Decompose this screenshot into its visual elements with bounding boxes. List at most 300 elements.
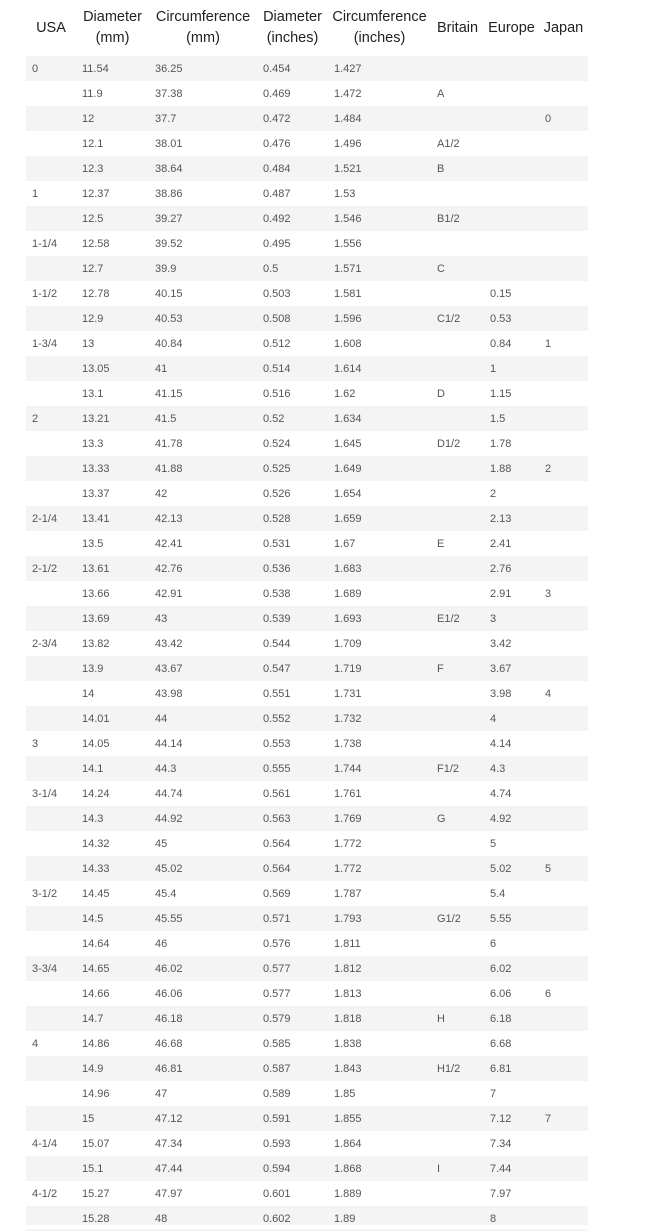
column-header xyxy=(431,0,484,56)
table-cell: 2-1/2 xyxy=(32,562,58,575)
table-cell: G1/2 xyxy=(437,912,461,925)
table-cell: 47 xyxy=(155,1087,168,1100)
table-cell: 0.544 xyxy=(263,637,291,650)
table-cell: 1.812 xyxy=(334,962,362,975)
table-cell: 46 xyxy=(155,937,168,950)
table-cell xyxy=(539,731,588,756)
table-cell: 0.551 xyxy=(263,687,291,700)
table-cell xyxy=(431,831,484,856)
table-cell xyxy=(539,1181,588,1206)
table-cell: 45.4 xyxy=(155,887,177,900)
table-cell: 1.772 xyxy=(334,837,362,850)
table-cell: 4.92 xyxy=(490,812,512,825)
table-cell: F1/2 xyxy=(437,762,460,775)
table-cell xyxy=(484,206,539,231)
table-cell: 1.659 xyxy=(334,512,362,525)
table-cell: 1.761 xyxy=(334,787,362,800)
table-cell: 1.5 xyxy=(490,412,506,425)
table-cell: 13.33 xyxy=(82,462,110,475)
table-cell: 12.1 xyxy=(82,137,104,150)
table-cell: 1.521 xyxy=(334,162,362,175)
table-cell xyxy=(539,806,588,831)
table-cell: 39.9 xyxy=(155,262,177,275)
table-cell xyxy=(539,131,588,156)
table-cell: 41.78 xyxy=(155,437,183,450)
table-cell: 6.02 xyxy=(490,962,512,975)
table-cell: 14.86 xyxy=(82,1037,110,1050)
table-cell xyxy=(26,481,76,506)
table-row xyxy=(26,606,588,631)
table-row xyxy=(26,631,588,656)
table-cell: 46.68 xyxy=(155,1037,183,1050)
table-cell: 5.55 xyxy=(490,912,512,925)
table-cell xyxy=(431,1081,484,1106)
column-header-line: Diameter xyxy=(263,9,322,25)
table-cell: 13.82 xyxy=(82,637,110,650)
table-row xyxy=(26,181,588,206)
table-cell xyxy=(26,1006,76,1031)
table-cell xyxy=(26,456,76,481)
table-cell xyxy=(26,906,76,931)
table-cell: 41.15 xyxy=(155,387,183,400)
table-cell: C1/2 xyxy=(437,312,461,325)
table-cell: 43.98 xyxy=(155,687,183,700)
table-cell: 0.564 xyxy=(263,837,291,850)
table-row xyxy=(26,81,588,106)
table-cell: 0.487 xyxy=(263,187,291,200)
table-cell xyxy=(431,556,484,581)
table-cell: 38.86 xyxy=(155,187,183,200)
table-cell xyxy=(539,231,588,256)
ring-size-conversion-table xyxy=(26,0,588,1231)
table-cell xyxy=(26,356,76,381)
table-row xyxy=(26,331,588,356)
table-cell: 1.811 xyxy=(334,937,361,950)
table-cell: 1.787 xyxy=(334,887,362,900)
table-cell: 1.484 xyxy=(334,112,362,125)
table-cell: 0.531 xyxy=(263,537,291,550)
table-row xyxy=(26,1031,588,1056)
table-cell xyxy=(431,956,484,981)
table-cell: 14.24 xyxy=(82,787,110,800)
table-cell: 41.88 xyxy=(155,462,183,475)
table-row xyxy=(26,431,588,456)
table-row xyxy=(26,1081,588,1106)
table-cell xyxy=(431,481,484,506)
table-cell xyxy=(484,131,539,156)
table-cell xyxy=(539,1156,588,1181)
column-header-line: Japan xyxy=(543,19,584,36)
table-cell xyxy=(539,256,588,281)
table-cell: 2.13 xyxy=(490,512,512,525)
table-cell: 1.571 xyxy=(334,262,362,275)
table-cell xyxy=(431,356,484,381)
column-header xyxy=(257,0,328,56)
table-cell: 3-3/4 xyxy=(32,962,58,975)
table-cell: 0.594 xyxy=(263,1162,291,1175)
table-row xyxy=(26,956,588,981)
table-cell: 0.476 xyxy=(263,137,291,150)
table-cell: 0.526 xyxy=(263,487,291,500)
table-cell: 1.769 xyxy=(334,812,362,825)
table-cell: 42.41 xyxy=(155,537,183,550)
table-cell: I xyxy=(437,1162,441,1175)
table-cell xyxy=(484,231,539,256)
table-cell: 14 xyxy=(82,687,95,700)
table-cell: 3-1/2 xyxy=(32,887,58,900)
table-row xyxy=(26,1156,588,1181)
table-cell: 13.05 xyxy=(82,362,110,375)
table-cell: 0.469 xyxy=(263,87,291,100)
table-cell xyxy=(26,1156,76,1181)
table-cell: 12.78 xyxy=(82,287,110,300)
table-cell: 3 xyxy=(490,612,497,625)
table-header xyxy=(26,0,588,56)
table-cell: A1/2 xyxy=(437,137,460,150)
table-cell: 15.1 xyxy=(82,1162,104,1175)
table-cell: 15.28 xyxy=(82,1212,110,1225)
table-cell: 0 xyxy=(545,112,552,125)
table-row xyxy=(26,56,588,81)
table-cell: 12.9 xyxy=(82,312,104,325)
table-cell: 1.744 xyxy=(334,762,362,775)
table-cell: 13.1 xyxy=(82,387,104,400)
table-cell xyxy=(26,1081,76,1106)
table-cell: 43.67 xyxy=(155,662,183,675)
column-header xyxy=(26,0,76,56)
table-cell xyxy=(431,231,484,256)
table-cell: 7.34 xyxy=(490,1137,512,1150)
table-cell: 0.539 xyxy=(263,612,291,625)
table-cell: 1.689 xyxy=(334,587,362,600)
table-cell xyxy=(431,931,484,956)
table-cell: 0.569 xyxy=(263,887,291,900)
table-cell: 4-1/2 xyxy=(32,1187,58,1200)
table-cell: 1.608 xyxy=(334,337,362,350)
table-cell: 42.13 xyxy=(155,512,183,525)
table-cell xyxy=(26,681,76,706)
table-cell xyxy=(26,131,76,156)
table-cell: 2 xyxy=(490,487,497,500)
table-cell xyxy=(539,356,588,381)
table-cell: 14.3 xyxy=(82,812,104,825)
table-cell xyxy=(26,606,76,631)
table-row xyxy=(26,456,588,481)
table-cell xyxy=(26,581,76,606)
table-cell: 1.78 xyxy=(490,437,512,450)
table-cell xyxy=(26,706,76,731)
table-cell: 0.602 xyxy=(263,1212,291,1225)
table-cell: 1-3/4 xyxy=(32,337,58,350)
table-cell: 5 xyxy=(490,837,497,850)
table-cell: 2.41 xyxy=(490,537,512,550)
table-cell: 0.84 xyxy=(490,337,512,350)
table-cell xyxy=(539,306,588,331)
table-cell: 0.472 xyxy=(263,112,291,125)
table-cell: E xyxy=(437,537,445,550)
table-cell xyxy=(431,56,484,81)
table-cell: 7.44 xyxy=(490,1162,512,1175)
table-cell: 6.18 xyxy=(490,1012,512,1025)
column-header xyxy=(539,0,588,56)
table-cell: 47.44 xyxy=(155,1162,183,1175)
table-cell: 42.76 xyxy=(155,562,183,575)
table-cell: 40.15 xyxy=(155,287,183,300)
column-header xyxy=(149,0,257,56)
table-cell xyxy=(539,506,588,531)
table-cell: 1-1/4 xyxy=(32,237,58,250)
table-cell xyxy=(539,1131,588,1156)
table-cell: 1.427 xyxy=(334,62,362,75)
table-cell xyxy=(26,656,76,681)
table-row xyxy=(26,481,588,506)
table-cell: 13.61 xyxy=(82,562,110,575)
table-cell: 14.66 xyxy=(82,987,110,1000)
table-cell xyxy=(26,106,76,131)
table-row xyxy=(26,306,588,331)
table-cell: 13.66 xyxy=(82,587,110,600)
table-cell: 0.15 xyxy=(490,287,512,300)
table-cell: 0.563 xyxy=(263,812,291,825)
table-cell: 1.67 xyxy=(334,537,356,550)
table-row xyxy=(26,906,588,931)
column-header-line: (mm) xyxy=(95,30,130,46)
table-cell: 7.12 xyxy=(490,1112,512,1125)
table-cell: 0.552 xyxy=(263,712,291,725)
table-cell: 6.06 xyxy=(490,987,512,1000)
table-cell: 0.512 xyxy=(263,337,291,350)
table-cell: 0.587 xyxy=(263,1062,291,1075)
table-cell: 13 xyxy=(82,337,95,350)
table-cell: 1.556 xyxy=(334,237,362,250)
table-cell: 7.97 xyxy=(490,1187,512,1200)
table-cell: 2-3/4 xyxy=(32,637,58,650)
table-cell: 0.516 xyxy=(263,387,291,400)
table-cell: E1/2 xyxy=(437,612,460,625)
table-cell: 47.97 xyxy=(155,1187,183,1200)
table-cell: 1.889 xyxy=(334,1187,362,1200)
table-cell: 3 xyxy=(545,587,552,600)
table-cell: B xyxy=(437,162,445,175)
table-cell xyxy=(539,1081,588,1106)
table-cell: 0.576 xyxy=(263,937,291,950)
column-header-line: USA xyxy=(36,19,66,36)
table-cell: 37.7 xyxy=(155,112,177,125)
table-cell xyxy=(539,531,588,556)
table-cell xyxy=(484,256,539,281)
table-row xyxy=(26,1106,588,1131)
table-cell: 1.818 xyxy=(334,1012,362,1025)
table-cell: 1.53 xyxy=(334,187,356,200)
table-cell: H xyxy=(437,1012,445,1025)
table-cell xyxy=(539,831,588,856)
table-cell: 3.67 xyxy=(490,662,512,675)
column-header-line: (inches) xyxy=(353,30,406,46)
table-cell: 5 xyxy=(545,862,552,875)
table-cell: 0.484 xyxy=(263,162,291,175)
table-cell: 0.454 xyxy=(263,62,291,75)
table-cell: 1.838 xyxy=(334,1037,362,1050)
table-cell: 1.864 xyxy=(334,1137,362,1150)
table-row xyxy=(26,281,588,306)
table-cell xyxy=(26,306,76,331)
table-cell xyxy=(539,656,588,681)
table-cell: 1.772 xyxy=(334,862,362,875)
table-cell: 14.05 xyxy=(82,737,110,750)
table-cell: 0.591 xyxy=(263,1112,291,1125)
table-cell: 15.27 xyxy=(82,1187,110,1200)
table-cell xyxy=(431,681,484,706)
table-row xyxy=(26,231,588,256)
table-row xyxy=(26,556,588,581)
table-cell xyxy=(539,1031,588,1056)
table-cell: 12.5 xyxy=(82,212,104,225)
table-row xyxy=(26,856,588,881)
table-cell xyxy=(26,831,76,856)
table-cell: 13.69 xyxy=(82,612,110,625)
table-cell xyxy=(539,756,588,781)
table-cell: 1-1/2 xyxy=(32,287,58,300)
table-cell: 39.27 xyxy=(155,212,183,225)
table-cell: 1.654 xyxy=(334,487,362,500)
table-cell: 37.38 xyxy=(155,87,183,100)
table-cell: 2.76 xyxy=(490,562,512,575)
table-cell xyxy=(539,381,588,406)
table-cell: 42.91 xyxy=(155,587,183,600)
table-cell xyxy=(431,856,484,881)
table-cell xyxy=(539,406,588,431)
table-cell: 0.589 xyxy=(263,1087,291,1100)
table-cell: 45.55 xyxy=(155,912,183,925)
table-cell: 39.52 xyxy=(155,237,183,250)
table-cell xyxy=(484,181,539,206)
column-header-line: Europe xyxy=(488,19,535,36)
table-cell: 1.645 xyxy=(334,437,362,450)
table-cell: 0.577 xyxy=(263,962,291,975)
table-cell: 13.9 xyxy=(82,662,104,675)
table-cell: 3.42 xyxy=(490,637,512,650)
table-row xyxy=(26,156,588,181)
table-cell: F xyxy=(437,662,444,675)
table-cell xyxy=(539,1056,588,1081)
table-cell: 1.683 xyxy=(334,562,362,575)
table-cell: 47.12 xyxy=(155,1112,183,1125)
table-cell xyxy=(539,631,588,656)
table-row xyxy=(26,831,588,856)
table-cell: 12.58 xyxy=(82,237,110,250)
table-cell: 44.92 xyxy=(155,812,183,825)
table-cell xyxy=(539,431,588,456)
table-cell: 0.525 xyxy=(263,462,291,475)
table-cell: 0.593 xyxy=(263,1137,291,1150)
table-cell: 14.32 xyxy=(82,837,110,850)
table-cell: 13.5 xyxy=(82,537,104,550)
table-cell: 1.738 xyxy=(334,737,362,750)
table-cell: 14.33 xyxy=(82,862,110,875)
column-header-line: (inches) xyxy=(266,30,319,46)
table-cell: 46.06 xyxy=(155,987,183,1000)
table-cell: 2-1/4 xyxy=(32,512,58,525)
table-cell: 0.547 xyxy=(263,662,291,675)
table-cell xyxy=(431,781,484,806)
table-cell: 0.577 xyxy=(263,987,291,1000)
table-cell: 4 xyxy=(545,687,552,700)
table-cell xyxy=(431,706,484,731)
table-cell xyxy=(431,1181,484,1206)
table-cell xyxy=(26,1056,76,1081)
table-cell: 44.14 xyxy=(155,737,183,750)
table-cell: 1.709 xyxy=(334,637,362,650)
table-cell: 1 xyxy=(32,187,39,200)
table-cell: 1.62 xyxy=(334,387,356,400)
table-cell: 0.579 xyxy=(263,1012,291,1025)
table-cell: 14.65 xyxy=(82,962,110,975)
table-cell: 14.01 xyxy=(82,712,110,725)
table-cell: 1.85 xyxy=(334,1087,356,1100)
table-cell xyxy=(26,156,76,181)
column-header-line: (mm) xyxy=(186,30,220,46)
table-row xyxy=(26,106,588,131)
table-cell: 0.53 xyxy=(490,312,512,325)
table-body xyxy=(26,56,588,1231)
table-cell: 0.571 xyxy=(263,912,291,925)
table-cell: 43 xyxy=(155,612,168,625)
table-cell xyxy=(484,156,539,181)
table-cell: 14.45 xyxy=(82,887,110,900)
table-cell: 38.01 xyxy=(155,137,183,150)
table-cell xyxy=(26,856,76,881)
table-cell xyxy=(484,56,539,81)
table-cell: 1 xyxy=(545,337,552,350)
table-cell: 2 xyxy=(545,462,552,475)
table-cell xyxy=(431,281,484,306)
table-cell: 1.693 xyxy=(334,612,362,625)
table-cell: 45 xyxy=(155,837,168,850)
table-cell: 48 xyxy=(155,1212,168,1225)
table-cell: 43.42 xyxy=(155,637,183,650)
table-row xyxy=(26,781,588,806)
table-row xyxy=(26,206,588,231)
table-cell: 14.9 xyxy=(82,1062,104,1075)
table-row xyxy=(26,381,588,406)
table-cell: 1.581 xyxy=(334,287,362,300)
table-row xyxy=(26,406,588,431)
header-row xyxy=(26,0,588,56)
table-cell: 45.02 xyxy=(155,862,183,875)
table-cell xyxy=(539,181,588,206)
table-cell xyxy=(484,106,539,131)
table-cell: 1.496 xyxy=(334,137,362,150)
ring-size-table-container xyxy=(26,0,588,1231)
table-cell: 2 xyxy=(32,412,39,425)
table-cell: 1.89 xyxy=(334,1212,356,1225)
table-cell: 1.649 xyxy=(334,462,362,475)
table-row xyxy=(26,1131,588,1156)
table-cell: 6.68 xyxy=(490,1037,512,1050)
table-cell xyxy=(539,781,588,806)
table-cell xyxy=(26,756,76,781)
table-cell: 36.25 xyxy=(155,62,183,75)
table-cell: 0.52 xyxy=(263,412,285,425)
table-cell: 1.732 xyxy=(334,712,362,725)
table-cell: 1.546 xyxy=(334,212,362,225)
table-cell: 1.868 xyxy=(334,1162,362,1175)
column-header-line: Circumference xyxy=(155,9,251,25)
table-cell xyxy=(431,506,484,531)
table-cell: G xyxy=(437,812,446,825)
table-cell: 0.528 xyxy=(263,512,291,525)
table-cell: 46.81 xyxy=(155,1062,183,1075)
